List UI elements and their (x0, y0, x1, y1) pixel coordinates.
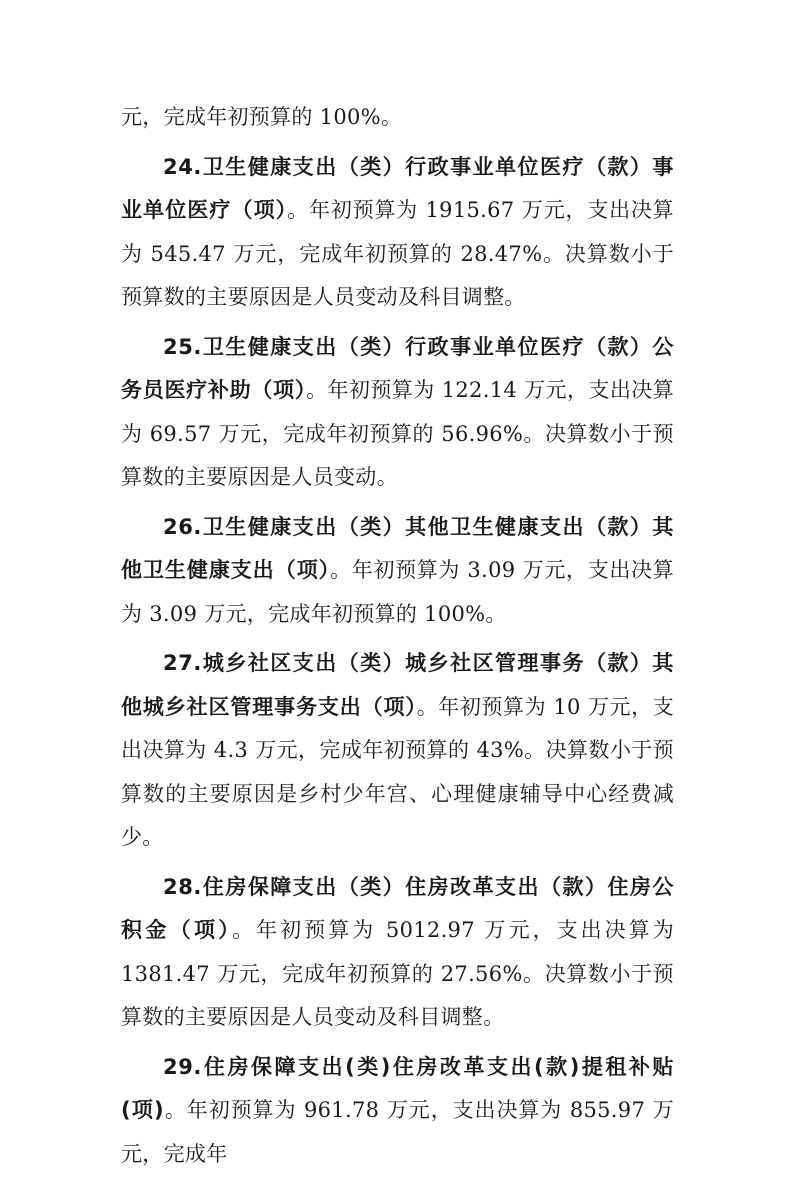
paragraph-heading: 25.卫生健康支出（类）行政事业单位医疗（款）公务员医疗补助（项） (121, 334, 674, 402)
paragraph-item-29 (121, 1046, 674, 1177)
paragraph-heading: 27.城乡社区支出（类）城乡社区管理事务（款）其他城乡社区管理事务支出（项） (121, 651, 674, 719)
paragraph-text: 。年初预算为 1915.67 万元，支出决算为 545.47 万元，完成年初预算的 28.47%。决算数小于预算数的主要原因是人员变动及科目调整。 (121, 198, 674, 309)
paragraph-text: 。年初预算为 961.78 万元，支出决算为 855.97 万元，完成年 (121, 1098, 674, 1166)
paragraph-text: 。年初预算为 122.14 万元，支出决算为 69.57 万元，完成年初预算的 56.96%。决算数小于预算数的主要原因是人员变动。 (121, 378, 674, 489)
paragraph-continuation (121, 96, 674, 140)
paragraph-item-27 (121, 642, 674, 860)
paragraph-item-26 (121, 506, 674, 637)
paragraph-item-25 (121, 326, 674, 500)
paragraph-text: 。年初预算为 5012.97 万元，支出决算为 1381.47 万元，完成年初预算的 27.56%。决算数小于预算数的主要原因是人员变动及科目调整。 (121, 918, 675, 1029)
paragraph-text: 。年初预算为 3.09 万元，支出决算为 3.09 万元，完成年初预算的 100%。 (121, 558, 674, 626)
paragraph-text: 元，完成年初预算的 100%。 (121, 105, 403, 129)
paragraph-item-24 (121, 146, 674, 320)
paragraph-heading: 24.卫生健康支出（类）行政事业单位医疗（款）事业单位医疗（项） (121, 154, 674, 222)
paragraph-heading: 26.卫生健康支出（类）其他卫生健康支出（款）其他卫生健康支出（项） (121, 514, 674, 582)
paragraph-heading: 29.住房保障支出(类)住房改革支出(款)提租补贴(项) (121, 1054, 674, 1122)
paragraph-heading: 28.住房保障支出（类）住房改革支出（款）住房公积金（项） (121, 874, 674, 942)
paragraph-text: 。年初预算为 10 万元，支出决算为 4.3 万元，完成年初预算的 43%。决算数小于预算数的主要原因是乡村少年宫、心理健康辅导中心经费减少。 (121, 694, 674, 849)
paragraph-item-28 (121, 866, 674, 1040)
document-body (121, 96, 674, 1182)
